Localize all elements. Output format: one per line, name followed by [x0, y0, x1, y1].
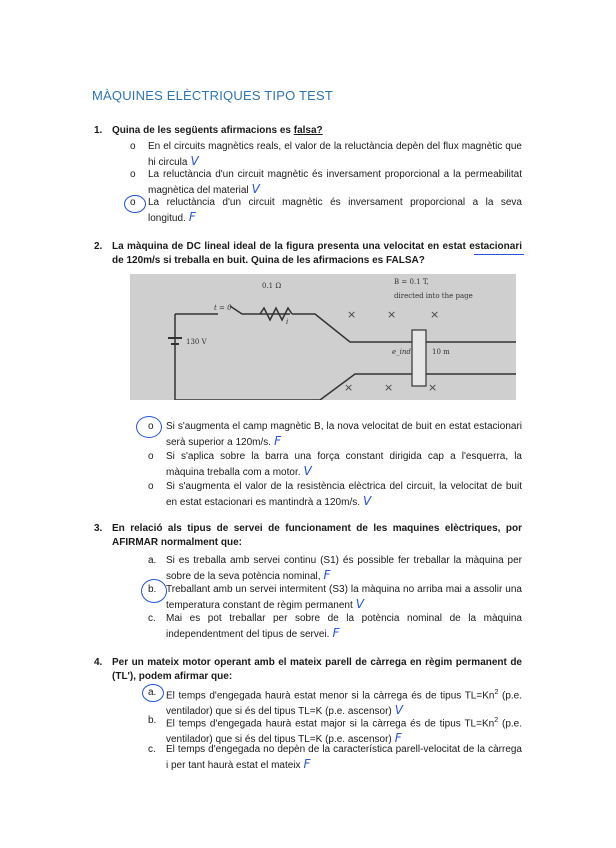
handwritten-mark: F: [274, 434, 281, 448]
option-4-c: [148, 743, 522, 773]
handwritten-mark: V: [394, 703, 403, 718]
option-text: Si s'augmenta el camp magnètic B, la nova velocitat de buit en estat estacionari serà superior a 120m/s.: [166, 421, 522, 448]
option-2-1: [148, 420, 522, 450]
resistor-label: 0.1 Ω: [262, 282, 282, 290]
question-1: [94, 124, 522, 138]
option-marker: b.: [148, 715, 157, 726]
answer-circle: [142, 684, 164, 702]
option-marker: o: [130, 141, 136, 152]
handwritten-mark: F: [188, 210, 196, 224]
question-number: 3.: [94, 523, 103, 534]
option-marker: o: [130, 169, 136, 180]
option-3-b: [148, 583, 522, 613]
option-3-c: [148, 612, 522, 642]
length-label: 10 m: [432, 348, 450, 356]
field-cross: ×: [347, 308, 357, 321]
source-label: 130 V: [186, 338, 207, 346]
option-text: La reluctància d'un circuit magnètic és inversament proporcional a la seva longitud.: [148, 197, 522, 224]
option-marker: b.: [148, 584, 157, 595]
question-3: [94, 522, 522, 550]
current-label: i: [286, 318, 289, 326]
option-marker: a.: [148, 687, 157, 698]
exponent: 2: [494, 717, 499, 724]
handwritten-mark: F: [323, 568, 331, 582]
pen-underline: [474, 254, 524, 255]
option-1-3: [130, 196, 522, 226]
handwritten-mark: F: [332, 626, 340, 640]
question-number: 2.: [94, 241, 103, 252]
option-1-2: [130, 168, 522, 198]
answer-circle: [124, 195, 146, 213]
field-cross: ×: [428, 381, 438, 394]
field-cross: ×: [344, 381, 354, 394]
option-marker: o: [148, 451, 154, 462]
option-2-2: [148, 450, 522, 480]
option-text: Treballant amb un servei intermitent (S3) la màquina no arriba mai a assolir una temperatura constant de règim permanent: [166, 584, 522, 611]
option-text: En el circuits magnètics reals, el valor de la reluctància depèn del flux magnètic que hi circula: [148, 141, 522, 168]
question-4: [94, 656, 522, 684]
handwritten-mark: F: [394, 731, 402, 746]
question-number: 4.: [94, 657, 103, 668]
option-text: Si es treballa amb servei continu (S1) és possible fer treballar la màquina per sobre de la seva potència nominal,: [166, 555, 522, 582]
question-2: [94, 240, 522, 268]
exponent: 2: [494, 689, 499, 696]
option-text: Si s'aplica sobre la barra una força constant dirigida cap a l'esquerra, la màquina treballa com a motor.: [166, 451, 522, 478]
option-3-a: [148, 554, 522, 584]
handwritten-mark: V: [190, 154, 199, 168]
option-marker: o: [148, 421, 154, 432]
circuit-figure: [130, 274, 516, 400]
option-marker: a.: [148, 555, 157, 566]
option-2-3: [148, 480, 522, 510]
option-text: Si s'augmenta el valor de la resistència elèctrica del circuit, la velocitat de buit en estat estacionari es mantindrà a 120m/s.: [166, 481, 522, 508]
answer-circle: [136, 416, 162, 438]
handwritten-mark: V: [355, 597, 364, 611]
question-text: Quina de les següents afirmacions es: [112, 125, 294, 136]
field-direction-label: directed into the page: [394, 292, 473, 300]
handwritten-mark: V: [303, 464, 312, 478]
option-text-cont: (p.e. ventilador) que si és del tipus TL=K (p.e. ascensor): [166, 690, 522, 718]
handwritten-mark: V: [251, 182, 260, 196]
option-marker: o: [130, 197, 136, 208]
question-underlined: falsa?: [293, 125, 323, 136]
option-text: Mai es pot treballar per sobre de la potència nominal de la màquina independentment del tipus de servei.: [166, 613, 522, 640]
switch-label: t = 0: [214, 304, 232, 312]
option-marker: c.: [148, 744, 156, 755]
field-cross: ×: [384, 381, 394, 394]
question-text: En relació als tipus de servei de funcionament de les maquines elèctriques, por AFIRMAR normalment que:: [112, 523, 522, 548]
question-text: La màquina de DC lineal ideal de la figura presenta una velocitat en estat estacionari de 120m/s si treballa en buit. Quina de les afirmacions es FALSA?: [112, 241, 522, 266]
emf-label: e_ind: [392, 348, 411, 356]
option-marker: o: [148, 481, 154, 492]
option-1-1: [130, 140, 522, 170]
document-title: MÀQUINES ELÈCTRIQUES TIPO TEST: [92, 88, 334, 103]
option-text-cont: (p.e. ventilador) que si és del tipus TL=K (p.e. ascensor): [166, 718, 522, 746]
answer-circle: [141, 579, 167, 603]
option-text: El temps d'engegada haurà estat major si la càrrega és de tipus TL=Kn: [166, 718, 495, 730]
field-cross: ×: [387, 308, 397, 321]
field-cross: ×: [430, 308, 440, 321]
question-text: Per un mateix motor operant amb el mateix parell de càrrega en règim permanent de (TL'), podem afirmar que:: [112, 657, 522, 682]
question-number: 1.: [94, 125, 103, 136]
option-text: El temps d'engegada no depèn de la característica parell-velocitat de la càrrega i per tant haurà estat el mateix: [166, 744, 522, 771]
option-marker: c.: [148, 613, 156, 624]
sliding-bar: [412, 330, 426, 386]
handwritten-mark: V: [363, 494, 372, 508]
option-text: El temps d'engegada haurà estat menor si la càrrega és de tipus TL=Kn: [166, 690, 495, 702]
option-text: La reluctància d'un circuit magnètic és inversament proporcional a la permeabilitat magnètica del material: [148, 169, 522, 196]
handwritten-mark: F: [303, 757, 311, 771]
field-label: B = 0.1 T,: [394, 278, 429, 286]
